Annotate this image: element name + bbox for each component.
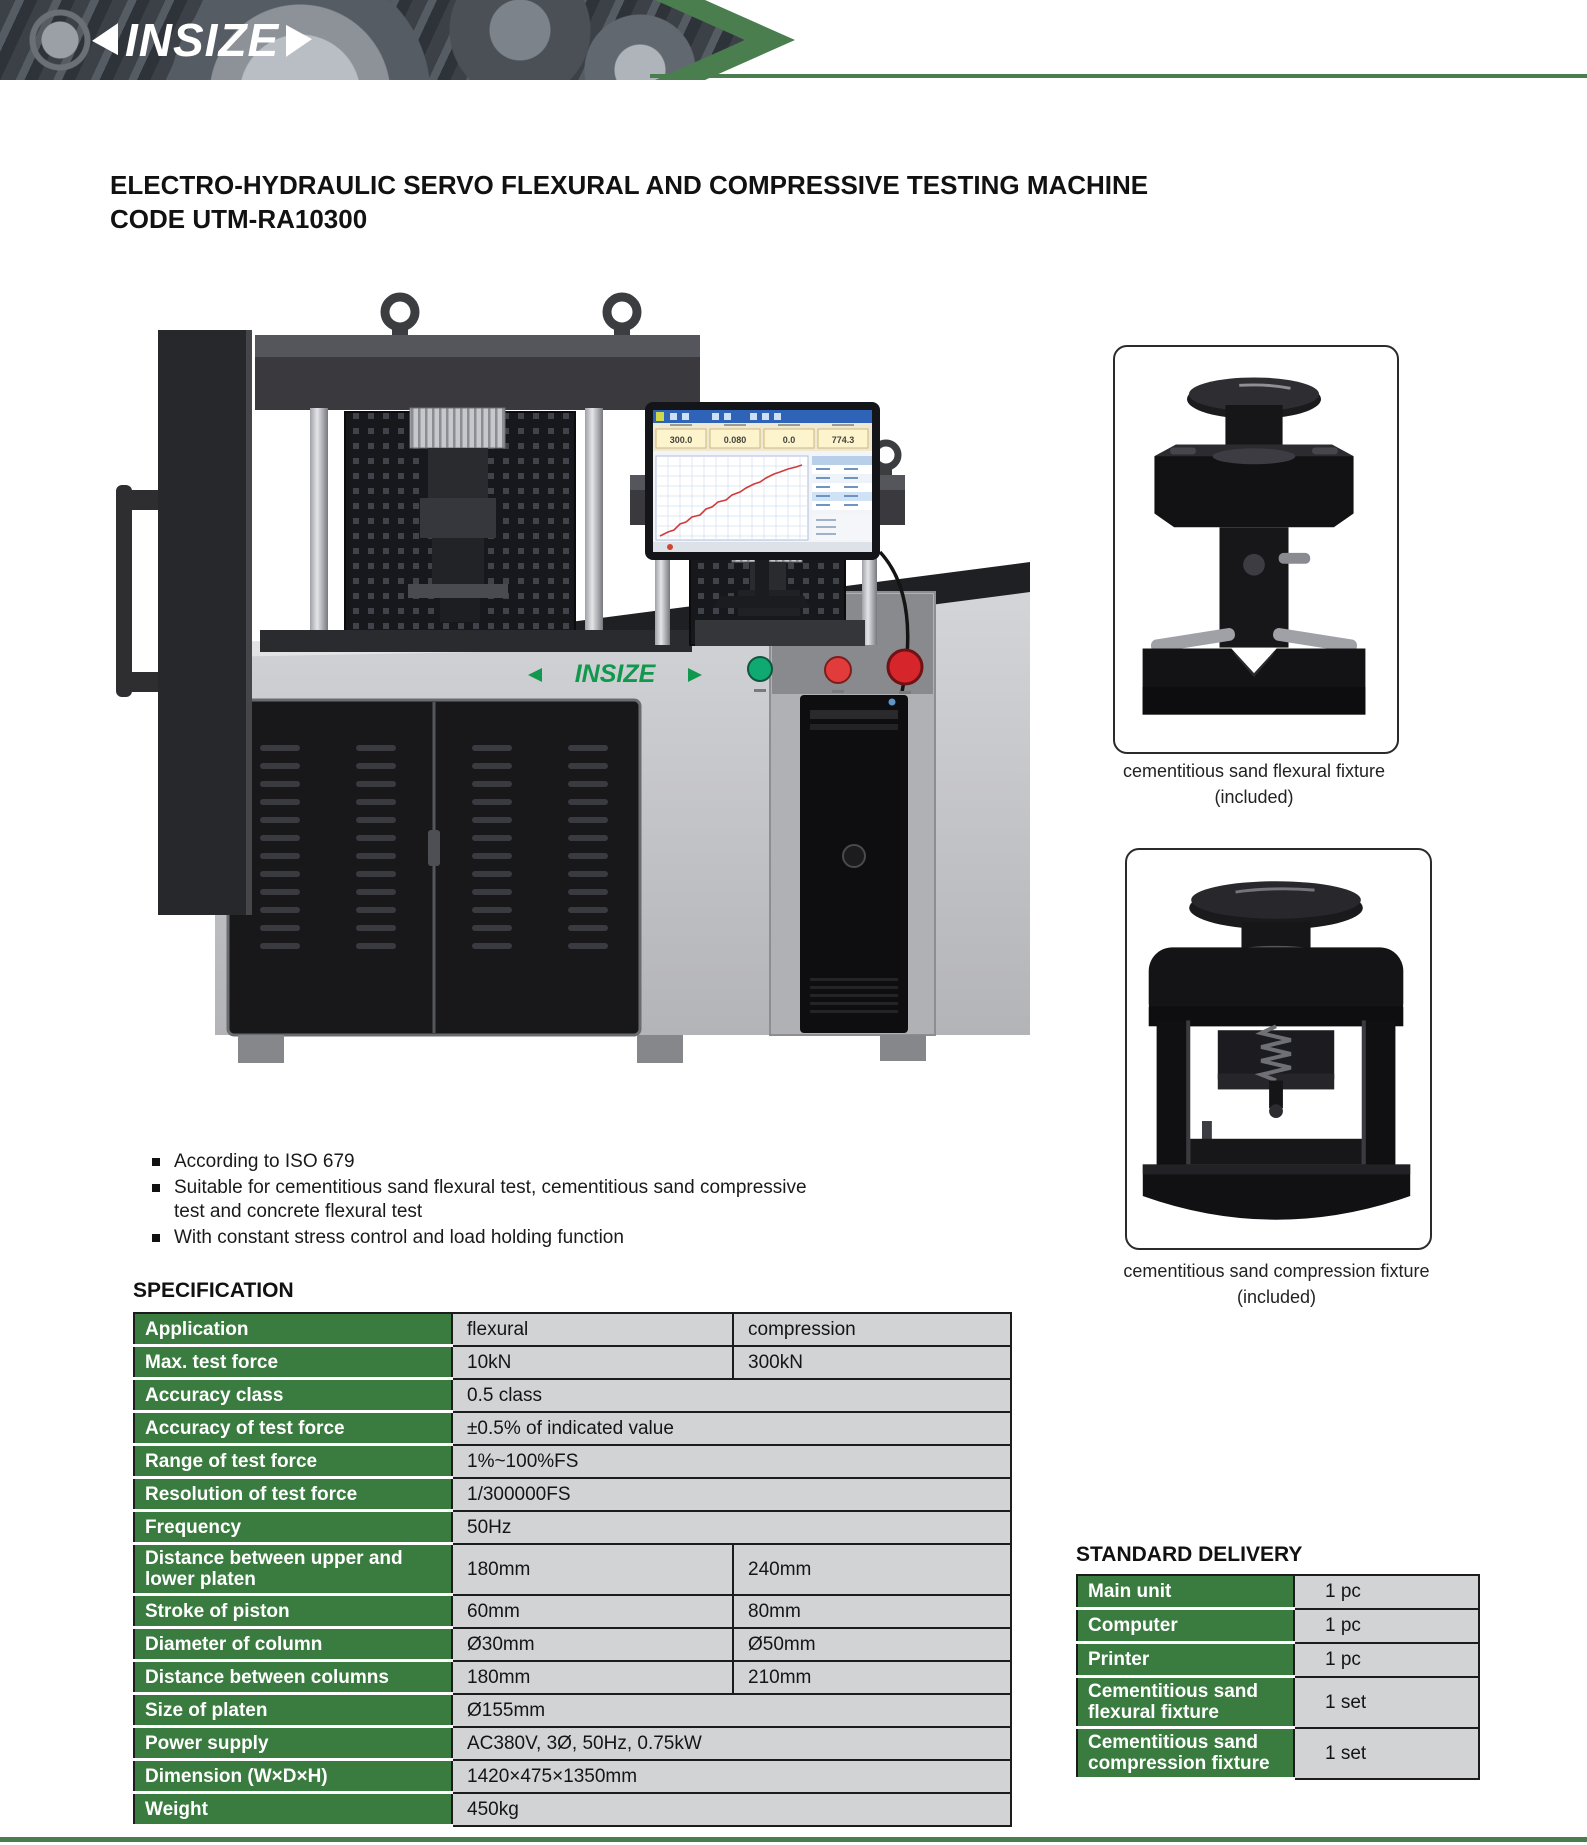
page-title-line2: CODE UTM-RA10300 [110, 204, 368, 234]
standard-delivery-heading: STANDARD DELIVERY [1076, 1543, 1303, 1566]
delivery-item-cell: Cementitious sand flexural fixture [1077, 1677, 1294, 1728]
spec-row [134, 1313, 1011, 1346]
spec-row [134, 1544, 1011, 1595]
spec-value-cell: 1/300000FS [452, 1478, 1011, 1511]
flexural-fixture-illustration [1115, 347, 1393, 748]
spec-value-cell: 450kg [452, 1793, 1011, 1826]
left-side-cabinet [158, 330, 250, 915]
spec-row [134, 1595, 1011, 1628]
spec-value-cell: 1420×475×1350mm [452, 1760, 1011, 1793]
delivery-row [1077, 1728, 1479, 1779]
spec-value-cell: Ø155mm [452, 1694, 1011, 1727]
spec-label-cell: Distance between upper and lower platen [134, 1544, 452, 1595]
spec-row [134, 1760, 1011, 1793]
monitor-base [714, 596, 810, 608]
spec-value-cell: 1%~100%FS [452, 1445, 1011, 1478]
spec-row [134, 1793, 1011, 1826]
page-title-line1: ELECTRO-HYDRAULIC SERVO FLEXURAL AND COMPRESSIVE TESTING MACHINE [110, 170, 1149, 200]
delivery-qty-cell: 1 set [1294, 1677, 1479, 1728]
bullet-text: According to ISO 679 [174, 1151, 355, 1172]
side-handle [116, 485, 158, 697]
bullet-text: Suitable for cementitious sand flexural test, cementitious sand compressive test and concrete flexural test [174, 1177, 807, 1222]
bullet-square-icon [152, 1234, 160, 1242]
spec-label-cell: Weight [134, 1793, 452, 1826]
spec-value-cell: 300kN [733, 1346, 1011, 1379]
delivery-qty-cell: 1 pc [1294, 1609, 1479, 1643]
spec-row [134, 1628, 1011, 1661]
delivery-qty-cell: 1 pc [1294, 1575, 1479, 1609]
monitor-stand [755, 556, 769, 598]
spec-row [134, 1661, 1011, 1694]
bullet-item [152, 1176, 842, 1224]
spec-label-cell: Power supply [134, 1727, 452, 1760]
machine-feet [238, 1035, 926, 1063]
spec-label-cell: Accuracy of test force [134, 1412, 452, 1445]
spec-value-cell: 210mm [733, 1661, 1011, 1694]
bullet-item [152, 1226, 842, 1250]
spec-label-cell: Diameter of column [134, 1628, 452, 1661]
screen-value: 300.0 [669, 435, 693, 445]
bullet-square-icon [152, 1158, 160, 1166]
bullet-item [152, 1150, 842, 1174]
spec-value-cell: 50Hz [452, 1511, 1011, 1544]
pc-tower [800, 695, 908, 1033]
spec-label-cell: Max. test force [134, 1346, 452, 1379]
spec-label-cell: Dimension (W×D×H) [134, 1760, 452, 1793]
spec-label-cell: Application [134, 1313, 452, 1346]
spec-value-cell: Ø30mm [452, 1628, 733, 1661]
screen-table [812, 456, 872, 540]
spec-label-cell: Frequency [134, 1511, 452, 1544]
spec-value-cell: Ø50mm [733, 1628, 1011, 1661]
spec-row [134, 1694, 1011, 1727]
compression-fixture-caption: cementitious sand compression fixture (included) [1123, 1261, 1430, 1307]
logo-text: INSIZE [125, 14, 280, 66]
page-title [110, 168, 1390, 236]
delivery-qty-cell: 1 set [1294, 1728, 1479, 1779]
red-button [825, 657, 851, 683]
bullet-square-icon [152, 1184, 160, 1192]
spec-value-cell: 180mm [452, 1544, 733, 1595]
delivery-row [1077, 1643, 1479, 1677]
emergency-stop-button [888, 650, 922, 684]
machine-illustration [110, 290, 1030, 1090]
machine-brand-text: INSIZE [574, 660, 656, 688]
delivery-item-cell: Main unit [1077, 1575, 1294, 1609]
spec-value-cell: 180mm [452, 1661, 733, 1694]
spec-value-cell: 10kN [452, 1346, 733, 1379]
spec-row [134, 1445, 1011, 1478]
spec-row [134, 1412, 1011, 1445]
compression-fixture-image [1125, 848, 1432, 1250]
spec-row [134, 1511, 1011, 1544]
delivery-row [1077, 1609, 1479, 1643]
spec-label-cell: Stroke of piston [134, 1595, 452, 1628]
spec-value-cell: 0.5 class [452, 1379, 1011, 1412]
specification-table [133, 1312, 1012, 1827]
delivery-row [1077, 1575, 1479, 1609]
delivery-item-cell: Computer [1077, 1609, 1294, 1643]
delivery-item-cell: Printer [1077, 1643, 1294, 1677]
spec-value-cell: 80mm [733, 1595, 1011, 1628]
spec-value-cell: compression [733, 1313, 1011, 1346]
spec-value-cell: AC380V, 3Ø, 50Hz, 0.75kW [452, 1727, 1011, 1760]
spec-label-cell: Size of platen [134, 1694, 452, 1727]
spec-row [134, 1379, 1011, 1412]
spec-label-cell: Accuracy class [134, 1379, 452, 1412]
flexural-fixture-image [1113, 345, 1399, 754]
spec-value-cell: 60mm [452, 1595, 733, 1628]
door-lock [428, 830, 440, 866]
delivery-item-cell: Cementitious sand compression fixture [1077, 1728, 1294, 1779]
header-green-line [650, 74, 1587, 78]
standard-delivery-table [1076, 1574, 1480, 1780]
insize-logo [92, 14, 312, 66]
spec-label-cell: Range of test force [134, 1445, 452, 1478]
logo-left-arrow-icon [92, 23, 118, 57]
spec-label-cell: Distance between columns [134, 1661, 452, 1694]
spec-value-cell: ±0.5% of indicated value [452, 1412, 1011, 1445]
delivery-qty-cell: 1 pc [1294, 1643, 1479, 1677]
spec-row [134, 1478, 1011, 1511]
spec-label-cell: Resolution of test force [134, 1478, 452, 1511]
screen-value: 0.0 [782, 435, 796, 445]
screen-value: 774.3 [831, 435, 855, 445]
flexural-frame [255, 297, 700, 652]
compression-fixture-illustration [1127, 850, 1426, 1244]
screen-chart [656, 456, 808, 540]
machine-photo [110, 290, 1030, 1090]
spec-value-cell: 240mm [733, 1544, 1011, 1595]
delivery-row [1077, 1677, 1479, 1728]
spec-value-cell: flexural [452, 1313, 733, 1346]
green-button [748, 657, 772, 681]
feature-bullets [152, 1150, 842, 1252]
bullet-text: With constant stress control and load holding function [174, 1227, 624, 1248]
specification-heading: SPECIFICATION [133, 1279, 294, 1302]
flexural-fixture-caption: cementitious sand flexural fixture (included) [1122, 761, 1386, 807]
footer-green-line [0, 1837, 1587, 1842]
screen-value: 0.080 [723, 435, 747, 445]
spec-row [134, 1727, 1011, 1760]
spec-row [134, 1346, 1011, 1379]
logo-right-arrow-icon [286, 23, 312, 57]
